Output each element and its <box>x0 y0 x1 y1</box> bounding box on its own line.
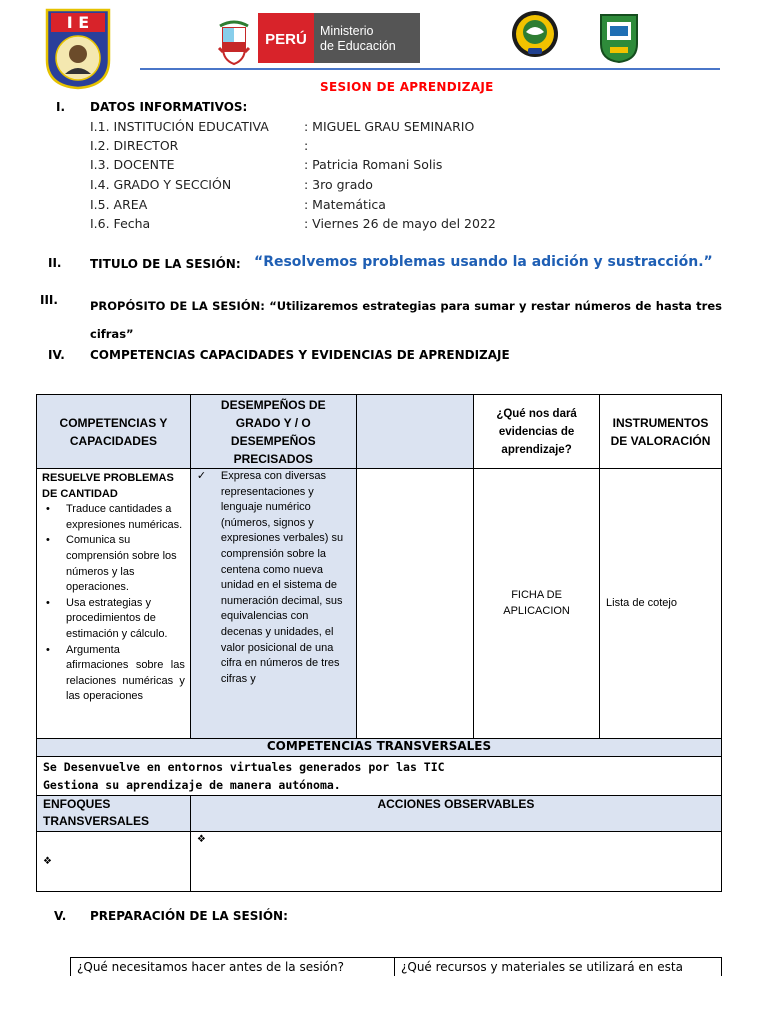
enfoque-cell <box>37 832 191 892</box>
region-logo <box>598 12 640 64</box>
info-label: I.6. Fecha <box>90 216 151 231</box>
section-competencias <box>48 348 738 364</box>
ministry-logo <box>258 13 420 63</box>
enfoques-header-row <box>37 796 722 832</box>
svg-text:Ministerio: Ministerio <box>320 24 374 38</box>
school-logo <box>45 8 111 90</box>
desempeno-text: Expresa con diversas representaciones y lenguaje numérico (números, signos y expresiones verbales) su comprensión sobre la centena como nueva unidad en el sistema de numeración decimal, sus equivalencias con decenas y unidades, el valor posicional de una cifra en números de tres cifras y <box>220 470 344 685</box>
acciones-title: ACCIONES OBSERVABLES <box>190 796 721 832</box>
session-title: “Resolvemos problemas usando la adición y sustracción.” <box>254 254 713 270</box>
section-heading: TITULO DE LA SESIÓN: <box>90 257 241 271</box>
transversales-row <box>37 757 722 796</box>
prep-col-resources: ¿Qué recursos y materiales se utilizará en esta <box>395 958 722 977</box>
info-label: I.1. INSTITUCIÓN EDUCATIVA <box>90 119 269 134</box>
session-purpose <box>90 292 722 348</box>
acciones-cell <box>190 832 721 892</box>
info-value: : Viernes 26 de mayo del 2022 <box>304 216 496 231</box>
checkmark-icon: ✓ <box>196 470 207 482</box>
purpose-text: “Utilizaremos estrategias para sumar y restar números de hasta tres cifras” <box>90 299 722 341</box>
info-label: I.4. GRADO Y SECCIÓN <box>90 177 232 192</box>
transversal-item: Gestiona su aprendizaje de manera autónoma. <box>43 778 341 792</box>
section-heading: PROPÓSITO DE LA SESIÓN: <box>90 299 265 313</box>
info-value: : 3ro grado <box>304 177 373 192</box>
info-label: I.5. AREA <box>90 197 148 212</box>
table-row <box>71 958 722 977</box>
section-number: V. <box>54 909 67 923</box>
section-number: III. <box>40 293 58 307</box>
section-number: IV. <box>48 348 65 362</box>
diamond-bullet-icon: ❖ <box>196 834 206 845</box>
header-empty <box>356 395 473 469</box>
transversal-item: Se Desenvuelve en entornos virtuales generados por las TIC <box>43 760 445 774</box>
info-value: : Matemática <box>304 197 386 212</box>
list-item: • Comunica su comprensión sobre los números y las operaciones. <box>42 533 185 595</box>
info-label: I.2. DIRECTOR <box>90 138 179 153</box>
instrumento-cell: Lista de cotejo <box>600 469 722 739</box>
table-header-row <box>37 395 722 469</box>
enfoques-row <box>37 832 722 892</box>
transversales-title-row <box>37 739 722 757</box>
header-competencias: COMPETENCIAS Y CAPACIDADES <box>37 395 191 469</box>
svg-text:PERÚ: PERÚ <box>265 31 307 48</box>
empty-cell <box>356 469 473 739</box>
diamond-bullet-icon: ❖ <box>43 856 52 867</box>
section-number-3 <box>40 293 90 309</box>
transversales-title: COMPETENCIAS TRANSVERSALES <box>37 739 722 757</box>
transversales-cell <box>37 757 722 796</box>
prep-col-before: ¿Qué necesitamos hacer antes de la sesión? <box>71 958 395 977</box>
header-divider <box>140 68 720 70</box>
section-number: II. <box>48 256 62 270</box>
document-title: SESION DE APRENDIZAJE <box>320 80 494 94</box>
info-value: : Patricia Romani Solis <box>304 157 443 172</box>
evidencia-cell: FICHA DE APLICACION <box>474 469 600 739</box>
enfoques-title: ENFOQUES TRANSVERSALES <box>37 796 191 832</box>
list-item: • Argumenta afirmaciones sobre las relaciones numéricas y las operaciones <box>42 643 185 705</box>
svg-text:I E: I E <box>66 13 90 32</box>
page-bottom <box>0 976 768 1024</box>
list-item: • Usa estrategias y procedimientos de estimación y cálculo. <box>42 596 185 643</box>
header-evidencias: ¿Qué nos dará evidencias de aprendizaje? <box>474 395 600 469</box>
section-heading: DATOS INFORMATIVOS: <box>90 100 248 114</box>
desempenos-cell <box>190 469 356 739</box>
ugel-logo <box>510 8 560 60</box>
list-item: • Traduce cantidades a expresiones numéricas. <box>42 502 185 533</box>
header-instrumentos: INSTRUMENTOS DE VALORACIÓN <box>600 395 722 469</box>
preparation-table <box>70 957 722 977</box>
section-heading: COMPETENCIAS CAPACIDADES Y EVIDENCIAS DE APRENDIZAJE <box>90 348 510 362</box>
competencies-table <box>36 394 722 892</box>
table-row <box>37 469 722 739</box>
competencia-title: RESUELVE PROBLEMAS DE CANTIDAD <box>42 472 174 500</box>
header-desempenos: DESEMPEÑOS DE GRADO Y / O DESEMPEÑOS PRECISADOS <box>190 395 356 469</box>
section-preparacion <box>54 909 734 925</box>
info-value: : <box>304 138 309 153</box>
capacidades-list <box>42 502 185 705</box>
info-value: : MIGUEL GRAU SEMINARIO <box>304 119 475 134</box>
section-titulo <box>48 256 738 276</box>
section-number: I. <box>56 100 66 114</box>
peru-coat-of-arms <box>216 18 252 66</box>
section-datos <box>56 100 736 116</box>
svg-text:de Educación: de Educación <box>320 39 396 53</box>
info-label: I.3. DOCENTE <box>90 157 175 172</box>
section-heading: PREPARACIÓN DE LA SESIÓN: <box>90 909 288 923</box>
competencias-cell <box>37 469 191 739</box>
